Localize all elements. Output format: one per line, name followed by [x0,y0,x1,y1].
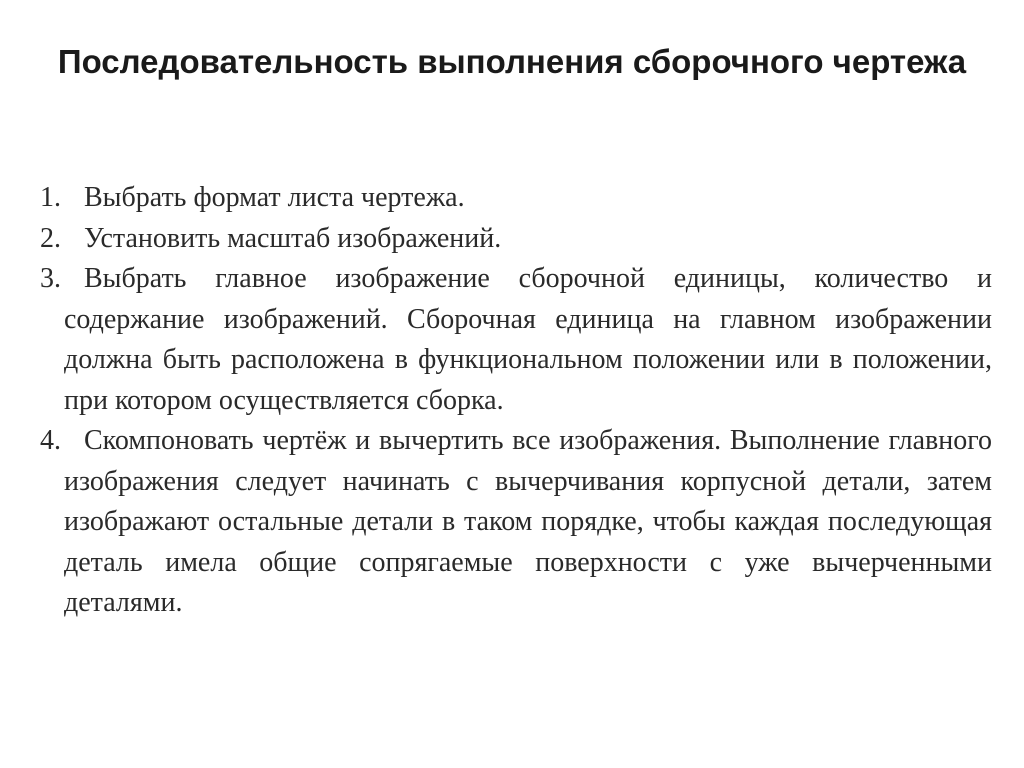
step-text: Установить масштаб изображений. [84,222,502,254]
steps-list [40,178,992,624]
step-number: 4. [40,425,61,456]
step-item [40,259,992,421]
slide-title: Последовательность выполнения сборочного чертежа [57,43,967,80]
step-number: 1. [40,182,61,213]
step-text: Скомпоновать чертёж и вычертить все изображения. Выполнение главного изображения следует начинать с вычерчивания корпусной детали, затем изображают остальные детали в таком порядке, чтобы каждая последующая деталь имела общие сопрягаемые поверхности с уже вычерченными деталями. [64,425,992,618]
step-text: Выбрать главное изображение сборочной единицы, количество и содержание изображений. Сборочная единица на главном изображении должна быть расположена в функциональном положении или в положении, при котором осуществляется сборка. [64,263,992,416]
step-number: 3. [40,263,61,294]
step-item [40,219,992,260]
step-item [40,178,992,219]
step-number: 2. [40,222,61,254]
step-item [40,421,992,624]
step-text: Выбрать формат листа чертежа. [84,182,465,213]
